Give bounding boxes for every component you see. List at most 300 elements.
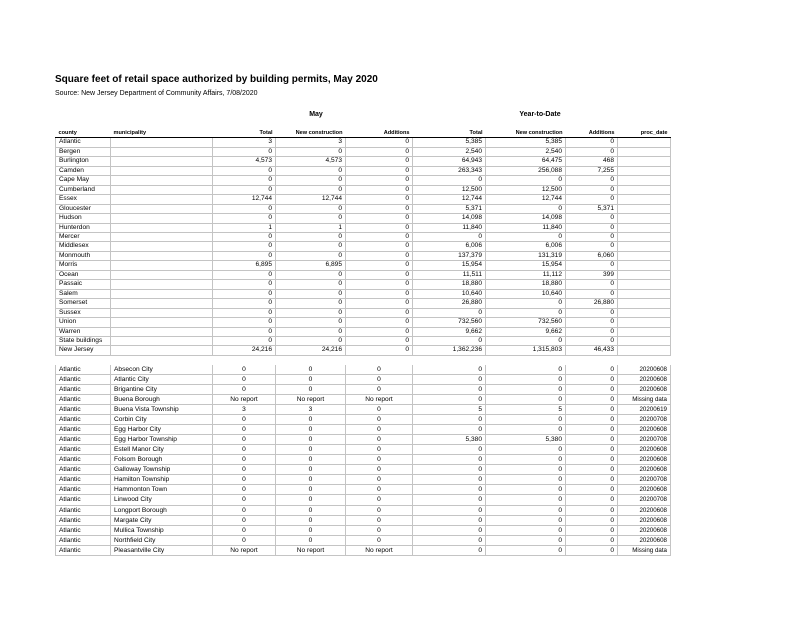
cell-ytd-new-construction: 0 <box>486 465 566 475</box>
cell-county: Burlington <box>56 157 111 166</box>
cell-ytd-total: 263,343 <box>413 166 486 175</box>
cell-may-additions: 0 <box>346 204 413 213</box>
cell-may-additions: 0 <box>346 185 413 194</box>
cell-ytd-new-construction: 0 <box>486 204 566 213</box>
cell-county: Middlesex <box>56 242 111 251</box>
cell-may-new-construction: 0 <box>276 327 346 336</box>
cell-county: Somerset <box>56 299 111 308</box>
cell-may-new-construction: 0 <box>276 495 346 505</box>
cell-proc-date: 20200608 <box>618 425 671 435</box>
cell-may-new-construction: 0 <box>276 465 346 475</box>
cell-may-additions: 0 <box>346 308 413 317</box>
municipality-row <box>56 535 671 545</box>
cell-may-total: 24,216 <box>213 346 276 355</box>
cell-ytd-total: 137,379 <box>413 251 486 260</box>
cell-may-total: 0 <box>213 525 276 535</box>
cell-may-additions: 0 <box>346 505 413 515</box>
cell-may-additions: 0 <box>346 289 413 298</box>
cell-proc-date: 20200608 <box>618 384 671 394</box>
cell-may-new-construction: 0 <box>276 505 346 515</box>
cell-county: Warren <box>56 327 111 336</box>
cell-county: Camden <box>56 166 111 175</box>
cell-county: Morris <box>56 261 111 270</box>
cell-ytd-total: 2,540 <box>413 147 486 156</box>
cell-may-additions: 0 <box>346 223 413 232</box>
cell-proc-date: 20200608 <box>618 505 671 515</box>
cell-ytd-new-construction: 732,560 <box>486 318 566 327</box>
col-header-proc-date: proc_date <box>618 129 671 138</box>
cell-municipality: Galloway Township <box>111 465 213 475</box>
cell-proc-date <box>618 346 671 355</box>
cell-municipality: Buena Vista Township <box>111 405 213 415</box>
cell-may-total: 1 <box>213 223 276 232</box>
cell-may-new-construction: 0 <box>276 308 346 317</box>
cell-ytd-new-construction: 0 <box>486 395 566 405</box>
cell-ytd-total: 14,098 <box>413 214 486 223</box>
cell-may-additions: 0 <box>346 415 413 425</box>
report-title: Square feet of retail space authorized by building permits, May 2020 <box>55 74 378 85</box>
cell-municipality <box>111 204 213 213</box>
cell-may-total: 0 <box>213 415 276 425</box>
cell-may-additions: 0 <box>346 374 413 384</box>
cell-ytd-additions: 0 <box>566 327 618 336</box>
cell-ytd-additions: 6,060 <box>566 251 618 260</box>
cell-may-total: 0 <box>213 425 276 435</box>
municipality-row <box>56 405 671 415</box>
cell-municipality <box>111 270 213 279</box>
cell-may-new-construction: 0 <box>276 204 346 213</box>
cell-proc-date: 20200708 <box>618 435 671 445</box>
cell-ytd-total: 10,640 <box>413 289 486 298</box>
cell-county: Hunterdon <box>56 223 111 232</box>
municipality-row <box>56 445 671 455</box>
col-header-municipality: municipality <box>111 129 213 138</box>
cell-ytd-total: 0 <box>413 475 486 485</box>
cell-proc-date: 20200608 <box>618 374 671 384</box>
cell-ytd-total: 0 <box>413 485 486 495</box>
cell-may-total: 4,573 <box>213 157 276 166</box>
cell-may-new-construction: 0 <box>276 336 346 345</box>
cell-ytd-additions: 0 <box>566 195 618 204</box>
cell-ytd-additions: 0 <box>566 318 618 327</box>
cell-may-new-construction: 0 <box>276 147 346 156</box>
cell-county: Atlantic <box>56 445 111 455</box>
municipality-row <box>56 455 671 465</box>
cell-may-additions: 0 <box>346 346 413 355</box>
cell-ytd-additions: 26,880 <box>566 299 618 308</box>
cell-ytd-total: 0 <box>413 176 486 185</box>
cell-ytd-new-construction: 18,880 <box>486 280 566 289</box>
cell-proc-date: 20200708 <box>618 415 671 425</box>
cell-county: Atlantic <box>56 374 111 384</box>
cell-ytd-additions: 0 <box>566 535 618 545</box>
municipality-row <box>56 365 671 375</box>
municipality-row <box>56 525 671 535</box>
cell-may-new-construction: 3 <box>276 138 346 147</box>
cell-ytd-total: 0 <box>413 336 486 345</box>
cell-ytd-additions: 0 <box>566 505 618 515</box>
cell-municipality <box>111 166 213 175</box>
cell-may-total: 0 <box>213 336 276 345</box>
cell-municipality <box>111 327 213 336</box>
cell-ytd-new-construction: 0 <box>486 415 566 425</box>
county-row <box>56 299 671 308</box>
cell-may-total: 0 <box>213 374 276 384</box>
county-row <box>56 346 671 355</box>
cell-ytd-new-construction: 0 <box>486 336 566 345</box>
cell-county: Hudson <box>56 214 111 223</box>
cell-county: Cumberland <box>56 185 111 194</box>
cell-ytd-new-construction: 64,475 <box>486 157 566 166</box>
cell-ytd-additions: 0 <box>566 289 618 298</box>
cell-ytd-total: 0 <box>413 395 486 405</box>
county-row <box>56 327 671 336</box>
report-source: Source: New Jersey Department of Community Affairs, 7/08/2020 <box>55 90 258 97</box>
municipality-row <box>56 465 671 475</box>
col-header-county: county <box>56 129 111 138</box>
cell-ytd-total: 18,880 <box>413 280 486 289</box>
cell-county: Bergen <box>56 147 111 156</box>
col-header-ytd-new-construction: New construction <box>486 129 566 138</box>
cell-municipality: Hammonton Town <box>111 485 213 495</box>
municipality-row <box>56 435 671 445</box>
municipality-row <box>56 545 671 555</box>
municipality-row <box>56 374 671 384</box>
cell-may-additions: 0 <box>346 455 413 465</box>
cell-may-new-construction: 0 <box>276 166 346 175</box>
cell-may-total: 0 <box>213 327 276 336</box>
cell-ytd-total: 0 <box>413 545 486 555</box>
cell-ytd-additions: 0 <box>566 495 618 505</box>
cell-county: State buildings <box>56 336 111 345</box>
col-header-may-total: Total <box>213 129 276 138</box>
col-header-ytd-additions: Additions <box>566 129 618 138</box>
cell-ytd-new-construction: 11,840 <box>486 223 566 232</box>
cell-county: Atlantic <box>56 455 111 465</box>
cell-municipality <box>111 280 213 289</box>
cell-may-total: No report <box>213 545 276 555</box>
cell-ytd-new-construction: 10,640 <box>486 289 566 298</box>
cell-municipality: Northfield City <box>111 535 213 545</box>
cell-municipality: Pleasantville City <box>111 545 213 555</box>
county-row <box>56 280 671 289</box>
cell-municipality <box>111 176 213 185</box>
cell-may-additions: 0 <box>346 405 413 415</box>
cell-may-total: 0 <box>213 251 276 260</box>
cell-may-total: 0 <box>213 365 276 375</box>
cell-proc-date <box>618 289 671 298</box>
cell-may-additions: 0 <box>346 475 413 485</box>
cell-may-additions: 0 <box>346 384 413 394</box>
cell-county: Atlantic <box>56 138 111 147</box>
cell-ytd-new-construction: 256,088 <box>486 166 566 175</box>
cell-may-new-construction: 0 <box>276 455 346 465</box>
cell-ytd-new-construction: 0 <box>486 176 566 185</box>
cell-proc-date: 20200608 <box>618 535 671 545</box>
cell-may-total: 12,744 <box>213 195 276 204</box>
cell-county: Atlantic <box>56 425 111 435</box>
cell-ytd-new-construction: 12,500 <box>486 185 566 194</box>
cell-proc-date: 20200708 <box>618 475 671 485</box>
cell-ytd-additions: 0 <box>566 223 618 232</box>
cell-ytd-total: 5 <box>413 405 486 415</box>
cell-municipality <box>111 318 213 327</box>
cell-may-additions: 0 <box>346 176 413 185</box>
cell-ytd-total: 26,880 <box>413 299 486 308</box>
county-row <box>56 223 671 232</box>
county-row <box>56 308 671 317</box>
cell-may-new-construction: 1 <box>276 223 346 232</box>
permits-table <box>55 129 671 556</box>
municipality-row <box>56 505 671 515</box>
county-row <box>56 195 671 204</box>
cell-may-new-construction: 0 <box>276 415 346 425</box>
cell-county: Atlantic <box>56 384 111 394</box>
county-row <box>56 289 671 298</box>
cell-may-additions: 0 <box>346 242 413 251</box>
cell-may-total: 0 <box>213 535 276 545</box>
cell-ytd-new-construction: 0 <box>486 475 566 485</box>
cell-ytd-new-construction: 0 <box>486 384 566 394</box>
cell-county: Essex <box>56 195 111 204</box>
cell-county: Atlantic <box>56 365 111 375</box>
cell-may-total: 0 <box>213 318 276 327</box>
cell-municipality <box>111 346 213 355</box>
county-row <box>56 261 671 270</box>
cell-ytd-additions: 5,371 <box>566 204 618 213</box>
cell-ytd-total: 0 <box>413 308 486 317</box>
cell-county: Monmouth <box>56 251 111 260</box>
cell-may-total: 0 <box>213 465 276 475</box>
cell-ytd-additions: 0 <box>566 365 618 375</box>
cell-ytd-new-construction: 5,385 <box>486 138 566 147</box>
cell-ytd-new-construction: 0 <box>486 515 566 525</box>
cell-may-additions: 0 <box>346 138 413 147</box>
cell-may-new-construction: 12,744 <box>276 195 346 204</box>
cell-ytd-total: 0 <box>413 455 486 465</box>
cell-may-additions: 0 <box>346 515 413 525</box>
cell-proc-date <box>618 147 671 156</box>
section-spacer <box>56 355 671 365</box>
cell-ytd-additions: 0 <box>566 445 618 455</box>
cell-municipality: Folsom Borough <box>111 455 213 465</box>
cell-may-new-construction: 0 <box>276 280 346 289</box>
cell-county: Atlantic <box>56 415 111 425</box>
cell-ytd-new-construction: 9,662 <box>486 327 566 336</box>
cell-municipality: Hamilton Township <box>111 475 213 485</box>
cell-may-additions: 0 <box>346 251 413 260</box>
cell-municipality: Linwood City <box>111 495 213 505</box>
cell-ytd-additions: 0 <box>566 425 618 435</box>
cell-ytd-new-construction: 1,315,803 <box>486 346 566 355</box>
cell-may-additions: 0 <box>346 232 413 241</box>
cell-may-new-construction: 0 <box>276 435 346 445</box>
cell-proc-date <box>618 270 671 279</box>
cell-may-total: 0 <box>213 204 276 213</box>
cell-may-new-construction: 0 <box>276 176 346 185</box>
cell-may-new-construction: 0 <box>276 318 346 327</box>
cell-proc-date <box>618 214 671 223</box>
cell-municipality <box>111 214 213 223</box>
cell-may-additions: 0 <box>346 166 413 175</box>
cell-proc-date: 20200608 <box>618 485 671 495</box>
cell-proc-date <box>618 280 671 289</box>
cell-municipality <box>111 299 213 308</box>
cell-ytd-total: 64,943 <box>413 157 486 166</box>
cell-county: Cape May <box>56 176 111 185</box>
cell-proc-date <box>618 299 671 308</box>
cell-may-additions: 0 <box>346 195 413 204</box>
county-row <box>56 176 671 185</box>
cell-county: Atlantic <box>56 395 111 405</box>
cell-may-additions: 0 <box>346 299 413 308</box>
cell-ytd-additions: 0 <box>566 374 618 384</box>
cell-county: Atlantic <box>56 505 111 515</box>
cell-proc-date: 20200708 <box>618 495 671 505</box>
cell-ytd-total: 0 <box>413 232 486 241</box>
cell-county: Union <box>56 318 111 327</box>
county-row <box>56 336 671 345</box>
cell-ytd-additions: 0 <box>566 147 618 156</box>
cell-may-new-construction: 0 <box>276 214 346 223</box>
cell-ytd-total: 0 <box>413 495 486 505</box>
cell-ytd-additions: 0 <box>566 415 618 425</box>
cell-may-total: 0 <box>213 147 276 156</box>
cell-may-total: 0 <box>213 270 276 279</box>
cell-may-new-construction: 0 <box>276 485 346 495</box>
cell-ytd-new-construction: 0 <box>486 455 566 465</box>
municipality-row <box>56 515 671 525</box>
cell-proc-date <box>618 166 671 175</box>
county-row <box>56 242 671 251</box>
cell-ytd-additions: 0 <box>566 185 618 194</box>
county-row <box>56 147 671 156</box>
col-header-ytd-total: Total <box>413 129 486 138</box>
cell-ytd-new-construction: 15,954 <box>486 261 566 270</box>
cell-ytd-total: 5,380 <box>413 435 486 445</box>
cell-municipality: Mullica Township <box>111 525 213 535</box>
cell-municipality: Longport Borough <box>111 505 213 515</box>
cell-ytd-additions: 0 <box>566 485 618 495</box>
cell-may-total: 0 <box>213 299 276 308</box>
cell-proc-date: 20200608 <box>618 515 671 525</box>
cell-ytd-total: 12,500 <box>413 185 486 194</box>
cell-may-total: 0 <box>213 445 276 455</box>
cell-municipality <box>111 157 213 166</box>
cell-ytd-total: 0 <box>413 365 486 375</box>
cell-county: Atlantic <box>56 515 111 525</box>
cell-municipality <box>111 138 213 147</box>
cell-ytd-new-construction: 5 <box>486 405 566 415</box>
cell-proc-date <box>618 204 671 213</box>
cell-may-new-construction: 0 <box>276 232 346 241</box>
municipality-row <box>56 425 671 435</box>
cell-may-total: No report <box>213 395 276 405</box>
cell-municipality <box>111 223 213 232</box>
cell-ytd-total: 0 <box>413 525 486 535</box>
cell-may-new-construction: 0 <box>276 384 346 394</box>
cell-county: Mercer <box>56 232 111 241</box>
cell-ytd-total: 12,744 <box>413 195 486 204</box>
municipality-row <box>56 495 671 505</box>
cell-ytd-additions: 46,433 <box>566 346 618 355</box>
cell-ytd-new-construction: 12,744 <box>486 195 566 204</box>
cell-ytd-additions: 0 <box>566 525 618 535</box>
cell-ytd-additions: 0 <box>566 280 618 289</box>
county-row <box>56 318 671 327</box>
cell-may-additions: 0 <box>346 535 413 545</box>
cell-may-new-construction: 3 <box>276 405 346 415</box>
cell-ytd-additions: 0 <box>566 435 618 445</box>
cell-may-additions: No report <box>346 545 413 555</box>
cell-may-total: 0 <box>213 176 276 185</box>
cell-ytd-total: 0 <box>413 425 486 435</box>
cell-may-total: 0 <box>213 435 276 445</box>
cell-ytd-additions: 0 <box>566 336 618 345</box>
cell-ytd-total: 1,362,236 <box>413 346 486 355</box>
cell-ytd-total: 0 <box>413 374 486 384</box>
cell-proc-date <box>618 223 671 232</box>
cell-may-additions: 0 <box>346 435 413 445</box>
cell-ytd-new-construction: 0 <box>486 485 566 495</box>
cell-proc-date <box>618 327 671 336</box>
cell-may-new-construction: 0 <box>276 515 346 525</box>
cell-ytd-additions: 0 <box>566 465 618 475</box>
cell-may-total: 3 <box>213 405 276 415</box>
cell-ytd-additions: 0 <box>566 242 618 251</box>
cell-proc-date <box>618 232 671 241</box>
cell-county: Atlantic <box>56 535 111 545</box>
cell-county: Atlantic <box>56 475 111 485</box>
cell-ytd-additions: 0 <box>566 308 618 317</box>
cell-ytd-total: 0 <box>413 384 486 394</box>
table-body <box>56 138 671 555</box>
cell-municipality: Egg Harbor City <box>111 425 213 435</box>
cell-proc-date: 20200608 <box>618 365 671 375</box>
cell-may-additions: 0 <box>346 318 413 327</box>
cell-ytd-new-construction: 0 <box>486 545 566 555</box>
cell-proc-date: 20200619 <box>618 405 671 415</box>
cell-may-total: 6,895 <box>213 261 276 270</box>
cell-ytd-new-construction: 5,380 <box>486 435 566 445</box>
cell-county: Atlantic <box>56 405 111 415</box>
cell-ytd-additions: 399 <box>566 270 618 279</box>
cell-ytd-new-construction: 11,112 <box>486 270 566 279</box>
cell-ytd-new-construction: 0 <box>486 374 566 384</box>
cell-ytd-new-construction: 131,319 <box>486 251 566 260</box>
cell-proc-date: 20200608 <box>618 465 671 475</box>
cell-may-new-construction: 0 <box>276 535 346 545</box>
cell-may-additions: 0 <box>346 157 413 166</box>
cell-may-total: 0 <box>213 505 276 515</box>
cell-county: Gloucester <box>56 204 111 213</box>
cell-ytd-additions: 0 <box>566 214 618 223</box>
cell-ytd-new-construction: 0 <box>486 232 566 241</box>
cell-proc-date <box>618 157 671 166</box>
cell-may-additions: 0 <box>346 261 413 270</box>
cell-proc-date <box>618 308 671 317</box>
county-row <box>56 232 671 241</box>
cell-municipality: Estell Manor City <box>111 445 213 455</box>
cell-proc-date <box>618 242 671 251</box>
cell-may-new-construction: 0 <box>276 270 346 279</box>
group-header-may: May <box>309 111 323 118</box>
cell-proc-date: Missing data <box>618 545 671 555</box>
county-row <box>56 185 671 194</box>
cell-ytd-total: 0 <box>413 415 486 425</box>
cell-ytd-new-construction: 0 <box>486 365 566 375</box>
cell-may-total: 0 <box>213 214 276 223</box>
